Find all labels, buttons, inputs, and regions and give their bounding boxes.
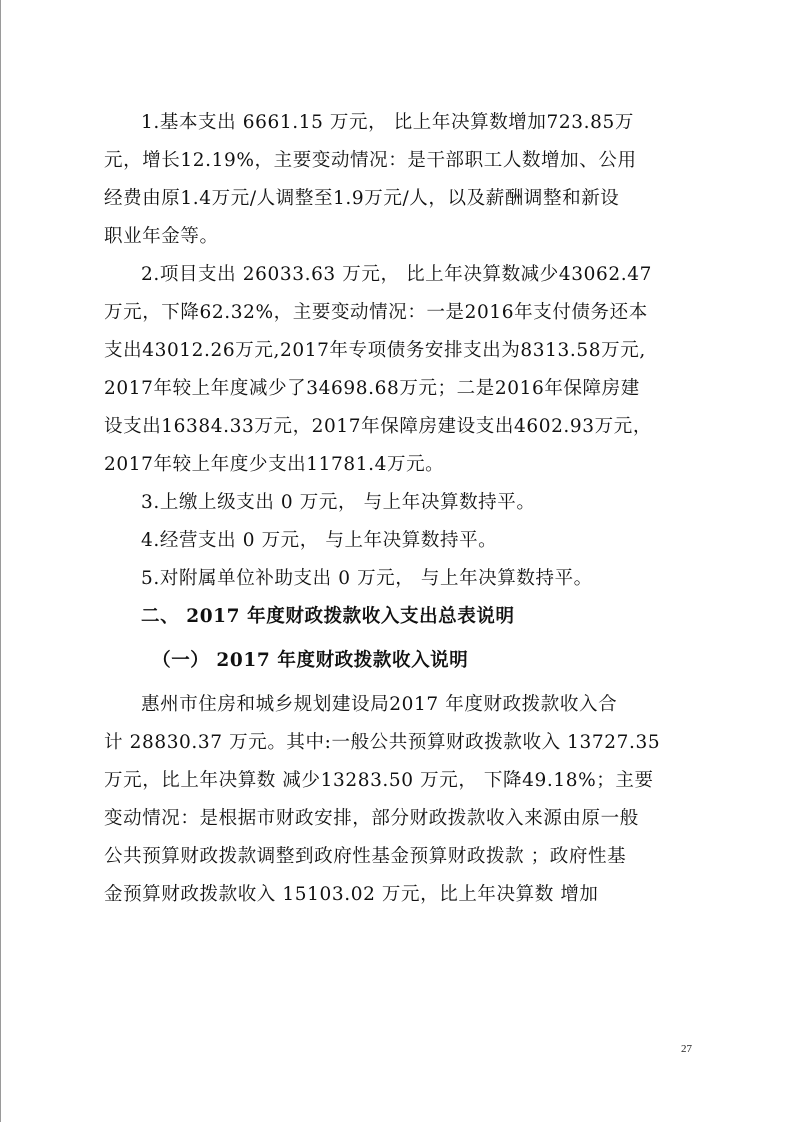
text-line: 元，增长12.19%，主要变动情况：是干部职工人数增加、公用 (104, 150, 637, 171)
paragraph-subsidiary-subsidy (104, 560, 696, 598)
text-line: 万元，下降62.32%，主要变动情况：一是2016年支付债务还本 (104, 302, 648, 323)
document-body (104, 104, 696, 914)
subsection-heading: （一） 2017 年度财政拨款收入说明 (152, 650, 469, 671)
paragraph-upper-level-payment (104, 484, 696, 522)
paragraph-operating-expenditure (104, 522, 696, 560)
text-line: 万元，比上年决算数 减少13283.50 万元， 下降49.18%；主要 (104, 770, 654, 791)
text-line: 公共预算财政拨款调整到政府性基金预算财政拨款 ；政府性基 (104, 846, 627, 867)
text-line: 计 28830.37 万元。其中:一般公共预算财政拨款收入 13727.35 (104, 732, 661, 753)
text-line: 1.基本支出 6661.15 万元， 比上年决算数增加723.85万 (141, 112, 634, 133)
paragraph-project-expenditure (104, 256, 696, 484)
text-line: 职业年金等。 (104, 226, 219, 247)
text-line: 惠州市住房和城乡规划建设局2017 年度财政拨款收入合 (141, 694, 618, 715)
paragraph-fiscal-income (104, 686, 696, 914)
page-number: 27 (681, 1043, 692, 1055)
text-line: 2.项目支出 26033.63 万元， 比上年决算数减少43062.47 (141, 264, 652, 285)
text-line: 2017年较上年度少支出11781.4万元。 (104, 454, 445, 475)
text-line: 金预算财政拨款收入 15103.02 万元，比上年决算数 增加 (104, 884, 599, 905)
text-line: 5.对附属单位补助支出 0 万元， 与上年决算数持平。 (141, 568, 593, 589)
paragraph-basic-expenditure (104, 104, 696, 256)
section-heading: 二、 2017 年度财政拨款收入支出总表说明 (141, 606, 515, 627)
text-line: 3.上缴上级支出 0 万元， 与上年决算数持平。 (141, 492, 536, 513)
text-line: 4.经营支出 0 万元， 与上年决算数持平。 (141, 530, 498, 551)
text-line: 经费由原1.4万元/人调整至1.9万元/人，以及薪酬调整和新设 (104, 188, 620, 209)
text-line: 支出43012.26万元,2017年专项债务安排支出为8313.58万元, (104, 340, 646, 361)
text-line: 变动情况：是根据市财政安排，部分财政拨款收入来源由原一般 (104, 808, 639, 829)
text-line: 2017年较上年度减少了34698.68万元；二是2016年保障房建 (104, 378, 640, 399)
text-line: 设支出16384.33万元，2017年保障房建设支出4602.93万元， (104, 416, 652, 437)
